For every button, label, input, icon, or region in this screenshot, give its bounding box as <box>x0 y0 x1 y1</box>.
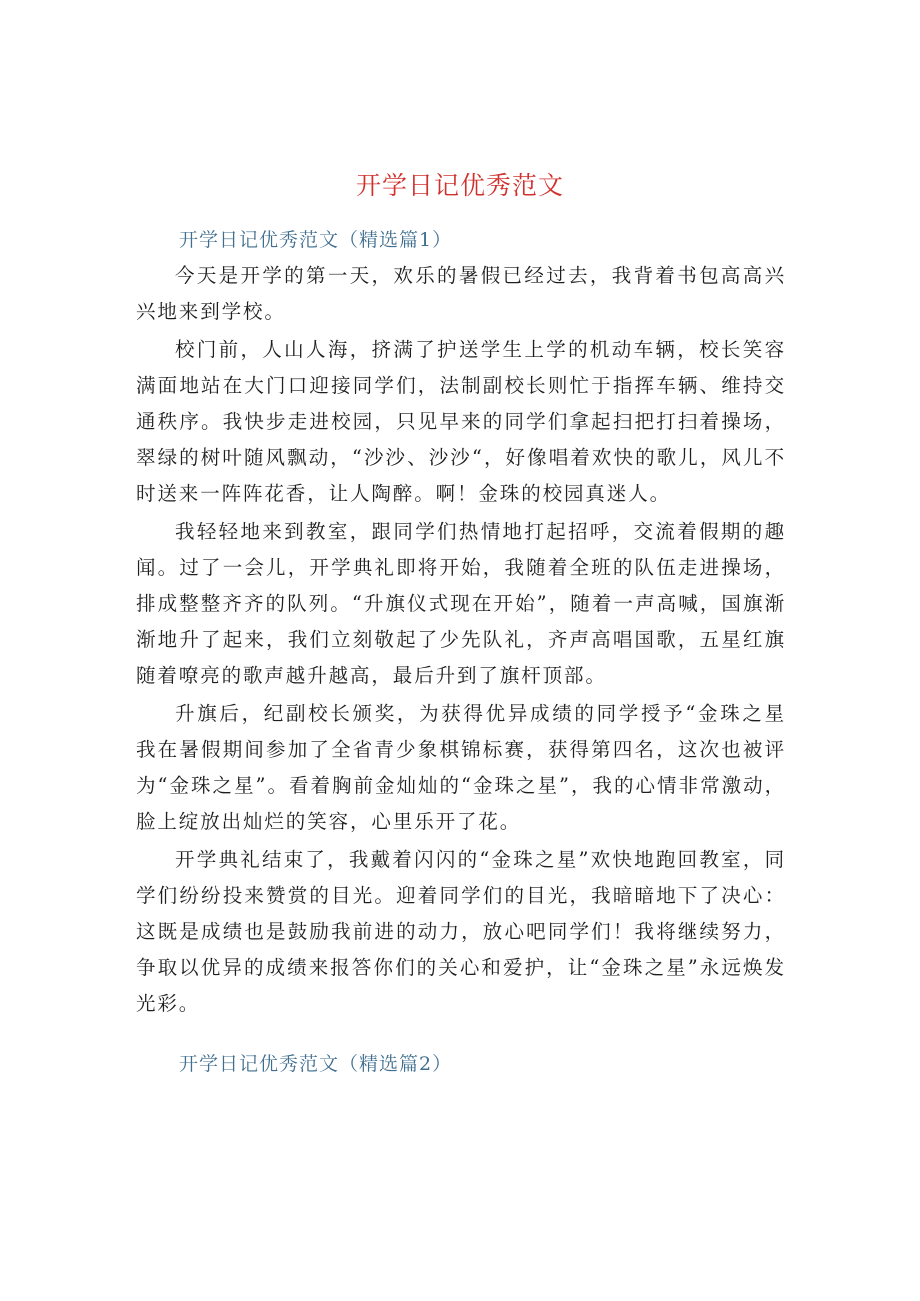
paragraph: 我轻轻地来到教室，跟同学们热情地打起招呼，交流着假期的趣闻。过了一会儿，开学典礼即将开始，我随着全班的队伍走进操场，排成整整齐齐的队列。“升旗仪式现在开始”，随着一声高喊，国旗渐渐地升了起来，我们立刻敬起了少先队礼，齐声高唱国歌，五星红旗随着嘹亮的歌声越升越高，最后升到了旗杆顶部。 <box>136 520 786 687</box>
document-body <box>136 222 786 1082</box>
paragraph: 今天是开学的第一天，欢乐的暑假已经过去，我背着书包高高兴兴地来到学校。 <box>136 264 786 323</box>
section-heading: 开学日记优秀范文（精选篇1） <box>179 229 453 251</box>
paragraph: 开学典礼结束了，我戴着闪闪的“金珠之星”欢快地跑回教室，同学们纷纷投来赞赏的目光。迎着同学们的目光，我暗暗地下了决心：这既是成绩也是鼓励我前进的动力，放心吧同学们！我将继续努力，争取以优异的成绩来报答你们的关心和爱护，让“金珠之星”永远焕发光彩。 <box>136 848 786 1015</box>
paragraph: 校门前，人山人海，挤满了护送学生上学的机动车辆，校长笑容满面地站在大门口迎接同学们，法制副校长则忙于指挥车辆、维持交通秩序。我快步走进校园，只见早来的同学们拿起扫把打扫着操场，翠绿的树叶随风飘动，“沙沙、沙沙“，好像唱着欢快的歌儿，风儿不时送来一阵阵花香，让人陶醉。啊！金珠的校园真迷人。 <box>136 338 786 505</box>
section-heading: 开学日记优秀范文（精选篇2） <box>179 1053 453 1075</box>
paragraph: 升旗后，纪副校长颁奖，为获得优异成绩的同学授予“金珠之星我在暑假期间参加了全省青少象棋锦标赛，获得第四名，这次也被评为“金珠之星”。看着胸前金灿灿的“金珠之星”，我的心情非常激动，脸上绽放出灿烂的笑容，心里乐开了花。 <box>136 702 786 833</box>
document-title: 开学日记优秀范文 <box>355 171 564 200</box>
section-spacer <box>136 1024 786 1046</box>
